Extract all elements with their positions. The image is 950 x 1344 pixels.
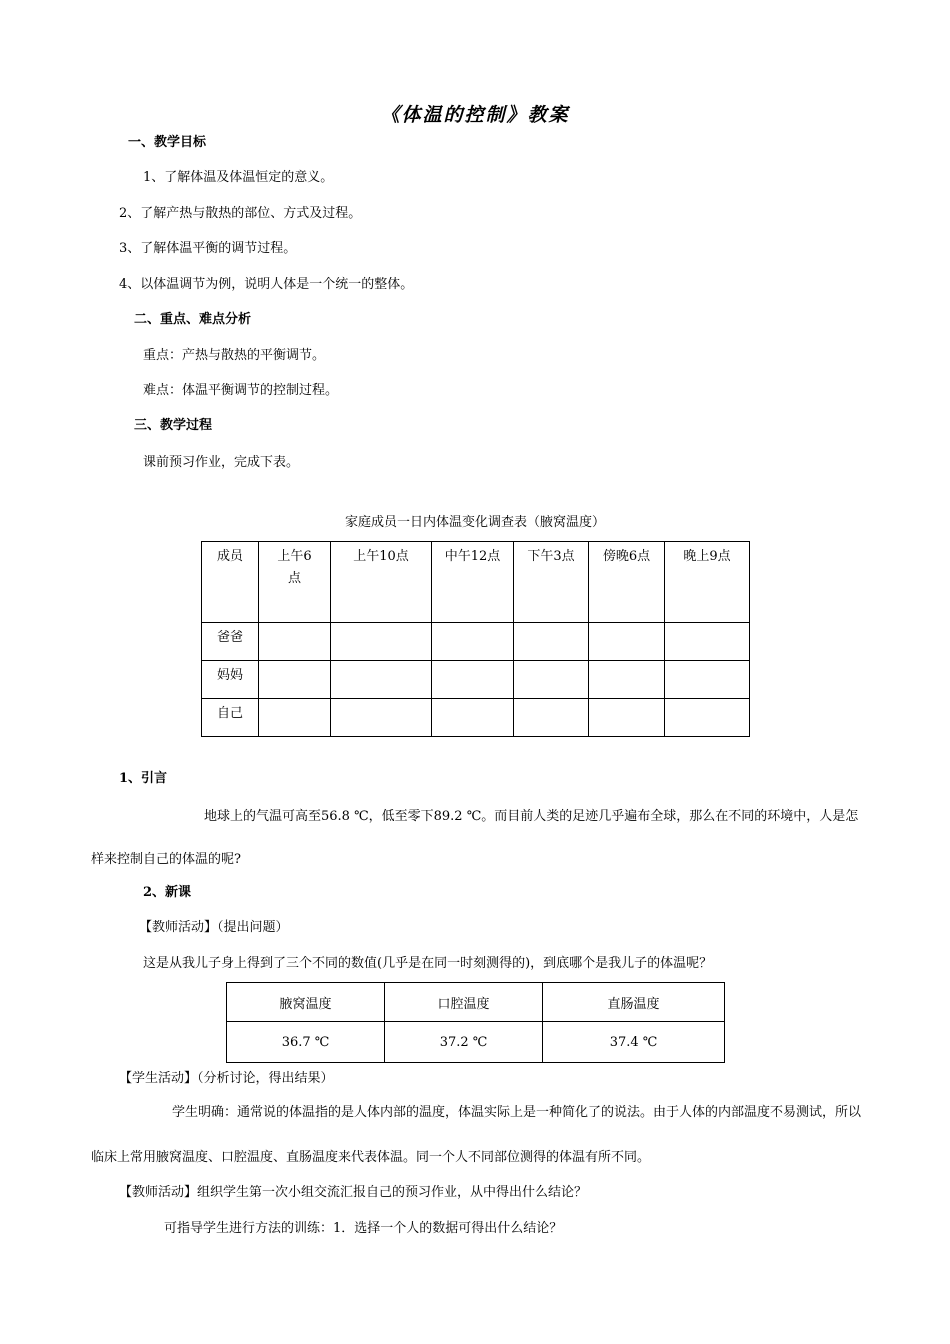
goal-item: 4、以体温调节为例，说明人体是一个统一的整体。	[119, 277, 414, 292]
survey-empty-cell[interactable]	[514, 623, 589, 661]
survey-empty-cell[interactable]	[259, 699, 331, 737]
key-point: 重点：产热与散热的平衡调节。	[143, 348, 326, 363]
survey-header-cell: 中午12点	[432, 542, 514, 623]
goal-item: 2、了解产热与散热的部位、方式及过程。	[119, 206, 362, 221]
intro-text: 地球上的气温可高至56.8 ℃，低至零下89.2 ℃。而目前人类的足迹几乎遍布全球，那么在不同的环境中，人是怎样来控制自己的体温的呢?	[91, 809, 859, 867]
teacher-activity-label: 【教师活动】（提出问题）	[139, 920, 289, 935]
student-explanation: 学生明确：通常说的体温指的是人体内部的温度，体温实际上是一种简化了的说法。由于人体的内部温度不易测试，所以临床上常用腋窝温度、口腔温度、直肠温度来代表体温。同一个人不同部位测得的体温有所不同。	[91, 1105, 862, 1165]
survey-empty-cell[interactable]	[432, 661, 514, 699]
survey-header-row	[202, 542, 750, 623]
survey-empty-cell[interactable]	[331, 661, 432, 699]
survey-empty-cell[interactable]	[665, 623, 750, 661]
survey-empty-cell[interactable]	[259, 623, 331, 661]
temperature-value-row	[227, 1022, 725, 1063]
survey-empty-cell[interactable]	[259, 661, 331, 699]
new-lesson-heading: 2、新课	[143, 885, 192, 900]
student-activity-label: 【学生活动】（分析讨论，得出结果）	[119, 1071, 334, 1086]
survey-member-cell: 爸爸	[202, 623, 259, 661]
survey-empty-cell[interactable]	[514, 661, 589, 699]
survey-header-cell: 成员	[202, 542, 259, 623]
survey-row	[202, 699, 750, 737]
temperature-header-row	[227, 983, 725, 1022]
teacher-activity-label: 【教师活动】组织学生第一次小组交流汇报自己的预习作业，从中得出什么结论？	[119, 1185, 588, 1200]
survey-empty-cell[interactable]	[589, 623, 665, 661]
survey-empty-cell[interactable]	[514, 699, 589, 737]
process-heading: 三、教学过程	[134, 418, 213, 433]
survey-header-cell: 下午3点	[514, 542, 589, 623]
survey-header-cell: 上午10点	[331, 542, 432, 623]
survey-row	[202, 623, 750, 661]
temperature-value-cell: 36.7 ℃	[227, 1022, 385, 1063]
survey-row	[202, 661, 750, 699]
survey-empty-cell[interactable]	[665, 699, 750, 737]
temperature-header-cell: 口腔温度	[385, 983, 543, 1022]
temperature-value-cell: 37.4 ℃	[543, 1022, 725, 1063]
temperature-table	[226, 982, 725, 1063]
survey-empty-cell[interactable]	[331, 699, 432, 737]
temperature-header-cell: 直肠温度	[543, 983, 725, 1022]
survey-table	[201, 541, 750, 737]
survey-header-cell: 傍晚6点	[589, 542, 665, 623]
goal-item: 1、了解体温及体温恒定的意义。	[143, 170, 334, 185]
survey-member-cell: 自己	[202, 699, 259, 737]
survey-empty-cell[interactable]	[432, 623, 514, 661]
key-points-heading: 二、重点、难点分析	[134, 312, 252, 327]
survey-empty-cell[interactable]	[432, 699, 514, 737]
goal-item: 3、了解体温平衡的调节过程。	[119, 241, 297, 256]
difficult-point: 难点：体温平衡调节的控制过程。	[143, 383, 339, 398]
preview-instruction: 课前预习作业，完成下表。	[143, 455, 300, 470]
survey-header-cell: 晚上9点	[665, 542, 750, 623]
survey-header-cell: 上午6点	[259, 542, 331, 623]
guidance-text: 可指导学生进行方法的训练：1．选择一个人的数据可得出什么结论？	[164, 1221, 563, 1236]
survey-empty-cell[interactable]	[665, 661, 750, 699]
survey-table-caption: 家庭成员一日内体温变化调查表（腋窝温度）	[344, 515, 605, 530]
survey-empty-cell[interactable]	[589, 699, 665, 737]
page-title: 《体温的控制》教案	[380, 104, 570, 126]
intro-heading: 1、引言	[119, 771, 168, 786]
temperature-header-cell: 腋窝温度	[227, 983, 385, 1022]
survey-empty-cell[interactable]	[589, 661, 665, 699]
survey-empty-cell[interactable]	[331, 623, 432, 661]
goals-heading: 一、教学目标	[128, 135, 207, 150]
survey-member-cell: 妈妈	[202, 661, 259, 699]
question-text: 这是从我儿子身上得到了三个不同的数值(几乎是在同一时刻测得的)，到底哪个是我儿子的体温呢？	[143, 956, 713, 971]
temperature-value-cell: 37.2 ℃	[385, 1022, 543, 1063]
